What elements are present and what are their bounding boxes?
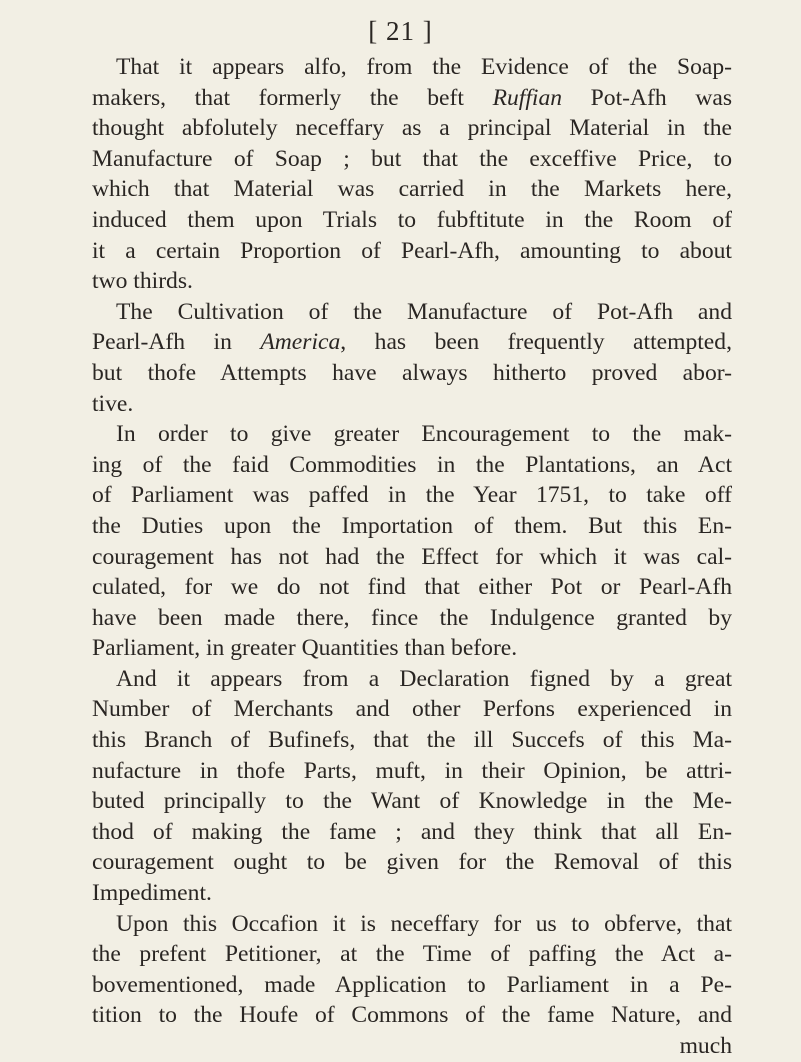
- text-line: couragement has not had the Effect for which it was cal-: [92, 543, 732, 570]
- text-line: the Duties upon the Importation of them. But this En-: [92, 512, 732, 539]
- text-line: [92, 83, 732, 114]
- text-line: In order to give greater Encouragement to the mak-: [116, 421, 732, 448]
- text-segment: Pot-Afh was: [562, 84, 733, 111]
- text-segment: makers, that formerly the beft: [92, 84, 493, 111]
- page-number: [ 21 ]: [368, 16, 433, 46]
- document-body: [92, 52, 732, 1062]
- text-line: That it appears alfo, from the Evidence of the Soap-: [116, 54, 732, 80]
- text-line: which that Material was carried in the Markets here,: [92, 176, 732, 203]
- text-line: Parliament, in greater Quantities than before.: [92, 635, 518, 662]
- paragraph: [92, 909, 732, 1031]
- paragraph: [92, 664, 732, 909]
- text-line: The Cultivation of the Manufacture of Pot-Afh and: [116, 298, 732, 325]
- text-line: thod of making the fame ; and they think that all En-: [92, 818, 732, 845]
- text-line: Impediment.: [92, 880, 212, 907]
- text-segment: Pearl-Afh in: [92, 329, 261, 356]
- text-line: but thofe Attempts have always hitherto proved abor-: [92, 359, 732, 386]
- paragraph: [92, 419, 732, 664]
- text-line: two thirds.: [92, 268, 193, 295]
- text-line: have been made there, fince the Indulgence granted by: [92, 604, 732, 631]
- text-segment: , has been frequently attempted,: [340, 329, 732, 356]
- text-line: induced them upon Trials to fubftitute in the Room of: [92, 206, 732, 233]
- text-line: the prefent Petitioner, at the Time of paffing the Act a-: [92, 941, 732, 968]
- italic-word: America: [260, 329, 341, 356]
- text-line: bovementioned, made Application to Parliament in a Pe-: [92, 971, 732, 998]
- paragraph: [92, 52, 732, 297]
- text-line: ing of the faid Commodities in the Plantations, an Act: [92, 451, 732, 478]
- text-line: nufacture in thofe Parts, muft, in their Opinion, be attri-: [92, 757, 732, 784]
- text-line: tition to the Houfe of Commons of the fame Nature, and: [92, 1002, 732, 1029]
- text-line: couragement ought to be given for the Removal of this: [92, 849, 732, 876]
- text-line: Manufacture of Soap ; but that the exceffive Price, to: [92, 145, 732, 172]
- italic-word: Ruffian: [492, 84, 563, 111]
- text-line: thought abfolutely neceffary as a principal Material in the: [92, 115, 732, 142]
- text-line: buted principally to the Want of Knowledge in the Me-: [92, 788, 732, 815]
- text-line: Number of Merchants and other Perfons experienced in: [92, 696, 732, 723]
- paragraph: [92, 297, 732, 419]
- text-line: tive.: [92, 390, 134, 417]
- text-line: [92, 327, 732, 358]
- text-line: it a certain Proportion of Pearl-Afh, amounting to about: [92, 237, 732, 264]
- text-line: Upon this Occafion it is neceffary for us to obferve, that: [116, 910, 732, 937]
- text-line: And it appears from a Declaration figned by a great: [116, 665, 732, 692]
- text-line: of Parliament was paffed in the Year 1751, to take off: [92, 482, 732, 509]
- text-line: culated, for we do not find that either Pot or Pearl-Afh: [92, 574, 732, 601]
- catchword: much: [679, 1033, 732, 1059]
- text-line: this Branch of Bufinefs, that the ill Succefs of this Ma-: [92, 727, 732, 754]
